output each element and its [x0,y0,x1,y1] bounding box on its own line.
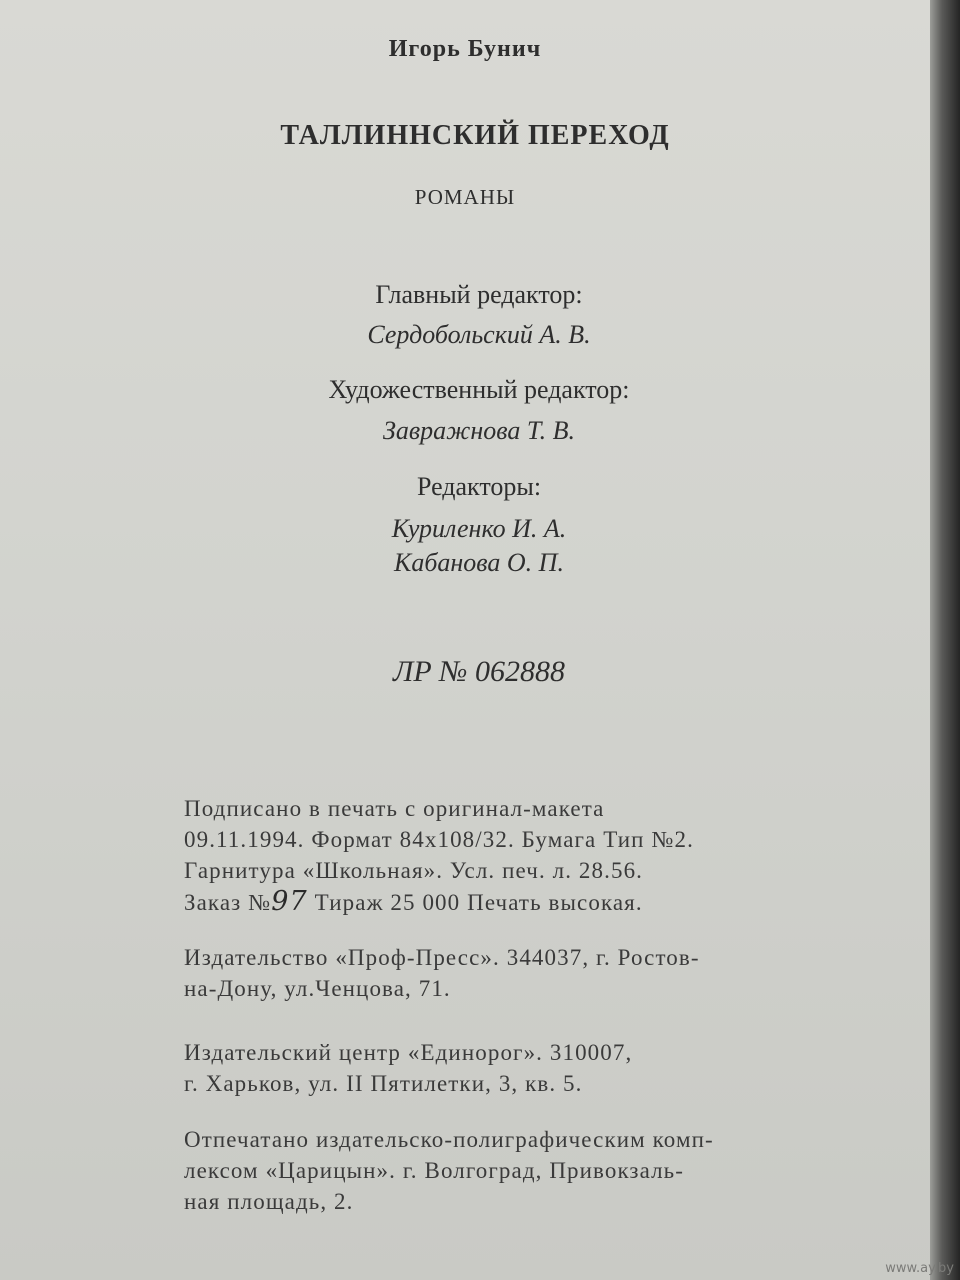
license-number: ЛР № 062888 [393,655,565,688]
imprint-line: Подписано в печать с оригинал-макета [184,796,605,821]
center-line: Издательский центр «Единорог». 310007, [184,1040,633,1065]
editor-name-2: Кабанова О. П. [394,548,564,577]
book-title: ТАЛЛИННСКИЙ ПЕРЕХОД [280,120,670,151]
art-editor-label: Художественный редактор: [328,375,630,404]
publisher-line: Издательство «Проф-Пресс». 344037, г. Ростов- [184,945,700,970]
page-edge-shadow [930,0,960,1280]
printer-line: Отпечатано издательско-полиграфическим комп- [184,1127,714,1152]
center-line: г. Харьков, ул. II Пятилетки, 3, кв. 5. [184,1071,583,1096]
printer-block [184,1124,794,1217]
art-editor-name: Завражнова Т. В. [382,416,576,445]
order-line [184,886,794,918]
imprint-line: 09.11.1994. Формат 84x108/32. Бумага Тип №2. [184,827,694,852]
printer-line: лексом «Царицын». г. Волгоград, Привокзаль- [184,1158,685,1183]
genre-label: РОМАНЫ [414,185,516,209]
watermark: www.ay.by [885,1261,954,1276]
handwritten-order-number: 97 [271,886,308,917]
order-prefix: Заказ № [184,890,272,915]
center-block [184,1037,794,1099]
imprint-block [184,793,794,918]
printer-line: ная площадь, 2. [184,1189,354,1214]
order-rest: Тираж 25 000 Печать высокая. [314,890,643,915]
chief-editor-name: Сердобольский А. В. [367,320,591,349]
editor-name-1: Куриленко И. А. [391,514,567,543]
imprint-line: Гарнитура «Школьная». Усл. печ. л. 28.56. [184,858,644,883]
editors-label: Редакторы: [416,472,542,501]
publisher-block [184,942,794,1004]
chief-editor-label: Главный редактор: [375,280,583,309]
publisher-line: на-Дону, ул.Ченцова, 71. [184,976,451,1001]
author-name: Игорь Бунич [388,36,542,62]
